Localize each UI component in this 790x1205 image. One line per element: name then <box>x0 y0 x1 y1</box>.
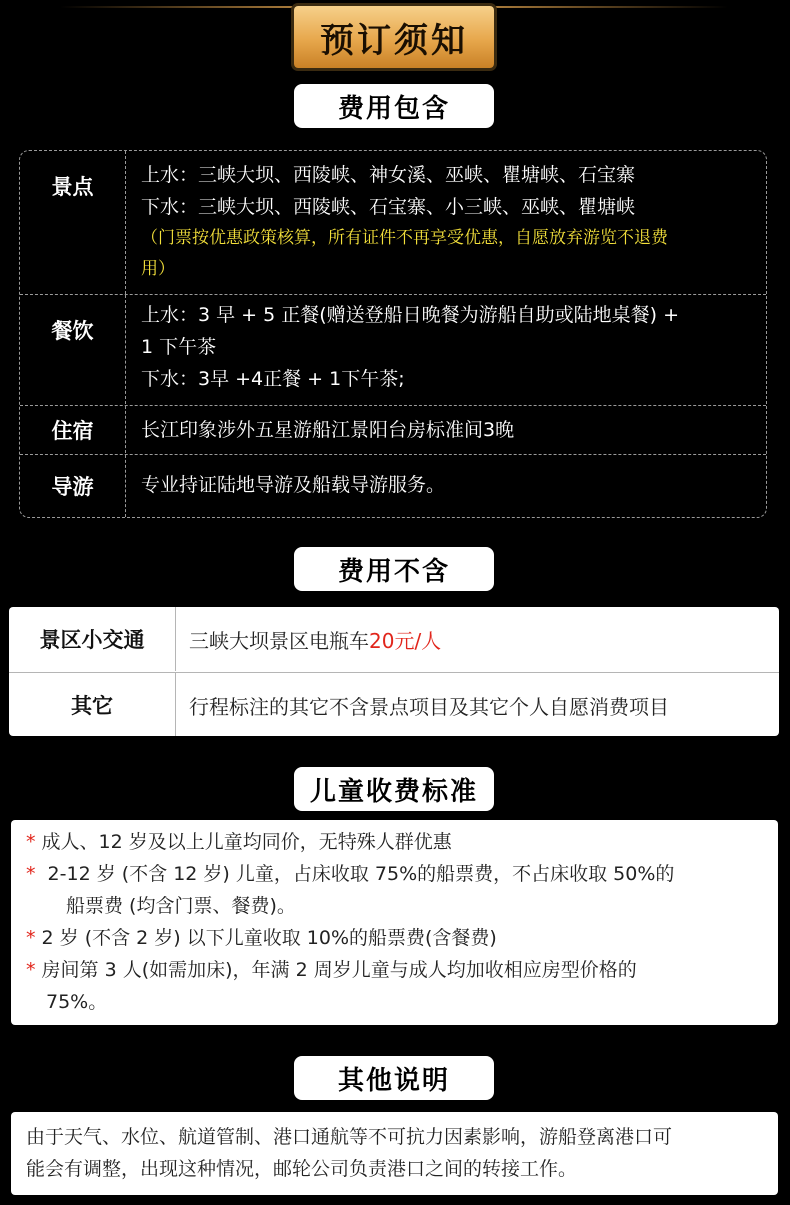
row-label: 景区小交通 <box>9 607 176 671</box>
row-content <box>141 159 756 285</box>
row-content <box>141 299 756 395</box>
excluded-row-other <box>9 672 779 736</box>
row-label: 住宿 <box>20 406 126 453</box>
other-note-line1: 由于天气、水位、航道管制、港口通航等不可抗力因素影响，游船登离港口可 <box>26 1126 673 1148</box>
section-title-included: 费用包含 <box>294 84 494 128</box>
meals-downstream: 下水：3早 +4正餐 + 1下午茶; <box>141 368 405 390</box>
row-label: 导游 <box>20 455 126 517</box>
row-label: 景点 <box>20 151 126 294</box>
row-label: 其它 <box>9 673 176 736</box>
row-label: 餐饮 <box>20 295 126 404</box>
excluded-row-transport <box>9 607 779 671</box>
list-item: * 成人、12 岁及以上儿童均同价，无特殊人群优惠 <box>26 831 452 853</box>
children-policy-list <box>11 820 778 1025</box>
list-item: * 2 岁 (不含 2 岁) 以下儿童收取 10%的船票费(含餐费) <box>26 927 497 949</box>
included-row-guide <box>20 454 766 517</box>
list-item: * 2-12 岁 (不含 12 岁) 儿童，占床收取 75%的船票费，不占床收取 50%的 船票费 (均含门票、餐费)。 <box>26 863 675 917</box>
meals-upstream-cont: 1 下午茶 <box>141 336 217 358</box>
meals-upstream: 上水：3 早 + 5 正餐(赠送登船日晚餐为游船自助或陆地桌餐) + <box>141 304 680 326</box>
row-content <box>189 607 441 671</box>
bullet-star: * <box>26 863 36 885</box>
included-table <box>19 150 767 518</box>
ticket-note-line2: 用） <box>141 259 175 279</box>
section-title-other: 其他说明 <box>294 1056 494 1100</box>
excluded-table <box>9 607 779 736</box>
sights-upstream: 上水：三峡大坝、西陵峡、神女溪、巫峡、瞿塘峡、石宝寨 <box>141 164 636 186</box>
included-row-meals <box>20 294 766 405</box>
included-row-lodging <box>20 405 766 454</box>
title-decoration-left <box>60 6 294 8</box>
bullet-star: * <box>26 831 36 853</box>
ticket-note-line1: （门票按优惠政策核算，所有证件不再享受优惠，自愿放弃游览不退费 <box>141 228 668 248</box>
section-title-excluded: 费用不含 <box>294 547 494 591</box>
other-notes <box>11 1112 778 1195</box>
bullet-star: * <box>26 927 36 949</box>
included-row-sights <box>20 151 766 294</box>
other-note-line2: 能会有调整，出现这种情况，邮轮公司负责港口之间的转接工作。 <box>26 1158 578 1180</box>
bullet-star: * <box>26 959 36 981</box>
list-item: * 房间第 3 人(如需加床)，年满 2 周岁儿童与成人均加收相应房型价格的 75%。 <box>26 959 637 1013</box>
sights-downstream: 下水：三峡大坝、西陵峡、石宝寨、小三峡、巫峡、瞿塘峡 <box>141 196 636 218</box>
page-title: 预订须知 <box>294 6 494 68</box>
lodging-content: 长江印象涉外五星游船江景阳台房标准间3晚 <box>141 419 515 441</box>
transport-text: 三峡大坝景区电瓶车 <box>189 628 369 653</box>
title-decoration-right <box>494 6 728 8</box>
guide-content: 专业持证陆地导游及船载导游服务。 <box>141 474 446 496</box>
row-content: 行程标注的其它不含景点项目及其它个人自愿消费项目 <box>189 694 669 719</box>
transport-price: 20元/人 <box>369 628 442 653</box>
section-title-children: 儿童收费标准 <box>294 767 494 811</box>
